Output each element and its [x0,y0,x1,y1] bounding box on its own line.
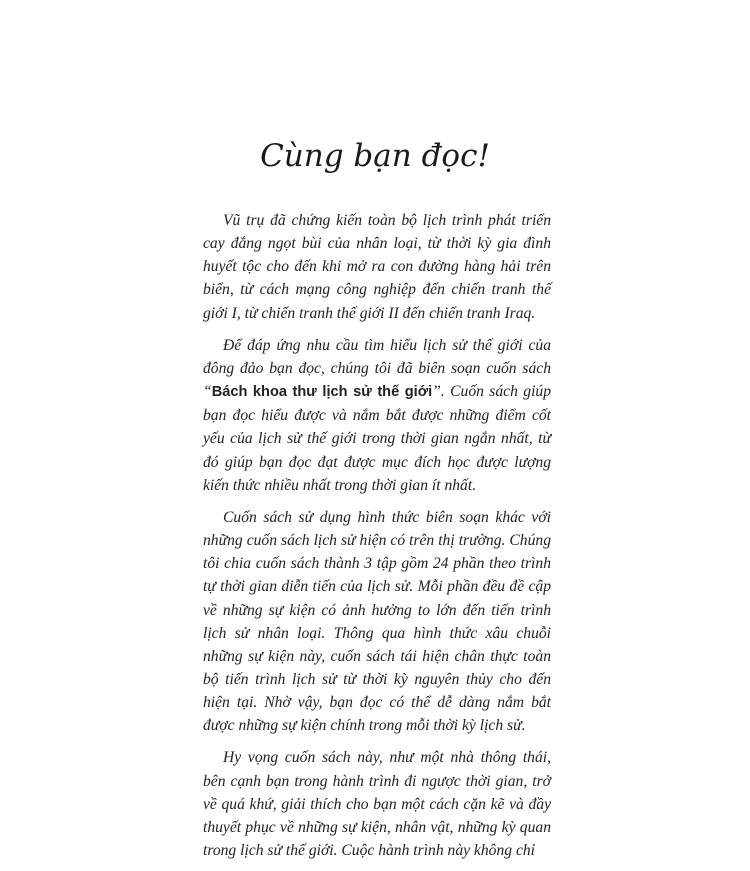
paragraph-4: Hy vọng cuốn sách này, như một nhà thông thái, bên cạnh bạn trong hành trình đi ngược thời gian, trở về quá khứ, giải thích cho bạn một cách cặn kẽ và đầy thuyết phục về những sự kiện, nhân vật, những kỳ quan trong lịch sử thế giới. Cuộc hành trình này không chỉ [203,749,551,860]
page-title: Cùng bạn đọc! [260,138,490,174]
body-text [203,209,551,871]
paragraph-2 [203,334,551,497]
paragraph-1: Vũ trụ đã chứng kiến toàn bộ lịch trình phát triển cay đắng ngọt bùi của nhân loại, từ thời kỳ gia đình huyết tộc cho đến khi mở ra con đường hàng hải trên biển, từ cách mạng công nghiệp đến chiến tranh thế giới I, từ chiến tranh thế giới II đến chiến tranh Iraq. [203,212,551,322]
paragraph-3: Cuốn sách sử dụng hình thức biên soạn khác với những cuốn sách lịch sử hiện có trên thị trường. Chúng tôi chia cuốn sách thành 3 tập gồm 24 phần theo trình tự thời gian diễn tiến của lịch sử. Mỗi phần đều đề cập về những sự kiện có ảnh hưởng to lớn đến tiến trình lịch sử nhân loại. Thông qua hình thức xâu chuỗi những sự kiện này, cuốn sách tái hiện chân thực toàn bộ tiến trình lịch sử từ thời kỳ nguyên thủy cho đến hiện tại. Nhờ vậy, bạn đọc có thể dễ dàng nắm bắt được những sự kiện chính trong mỗi thời kỳ lịch sử. [203,508,551,735]
paragraph-2-intro: Để đáp ứng nhu cầu tìm hiểu lịch sử thế giới của đông đảo bạn đọc, chúng tôi đã biên soạn cuốn sách “ [203,336,551,401]
paragraph-2-rest: ”. Cuốn sách giúp bạn đọc hiểu được và nắm bắt được những điểm cốt yếu của lịch sử thế giới trong thời gian ngắn nhất, từ đó giúp bạn đọc đạt được mục đích học được lượng kiến thức nhiều nhất trong thời gian ít nhất. [203,383,551,494]
book-title: Bách khoa thư lịch sử thế giới [211,384,433,401]
